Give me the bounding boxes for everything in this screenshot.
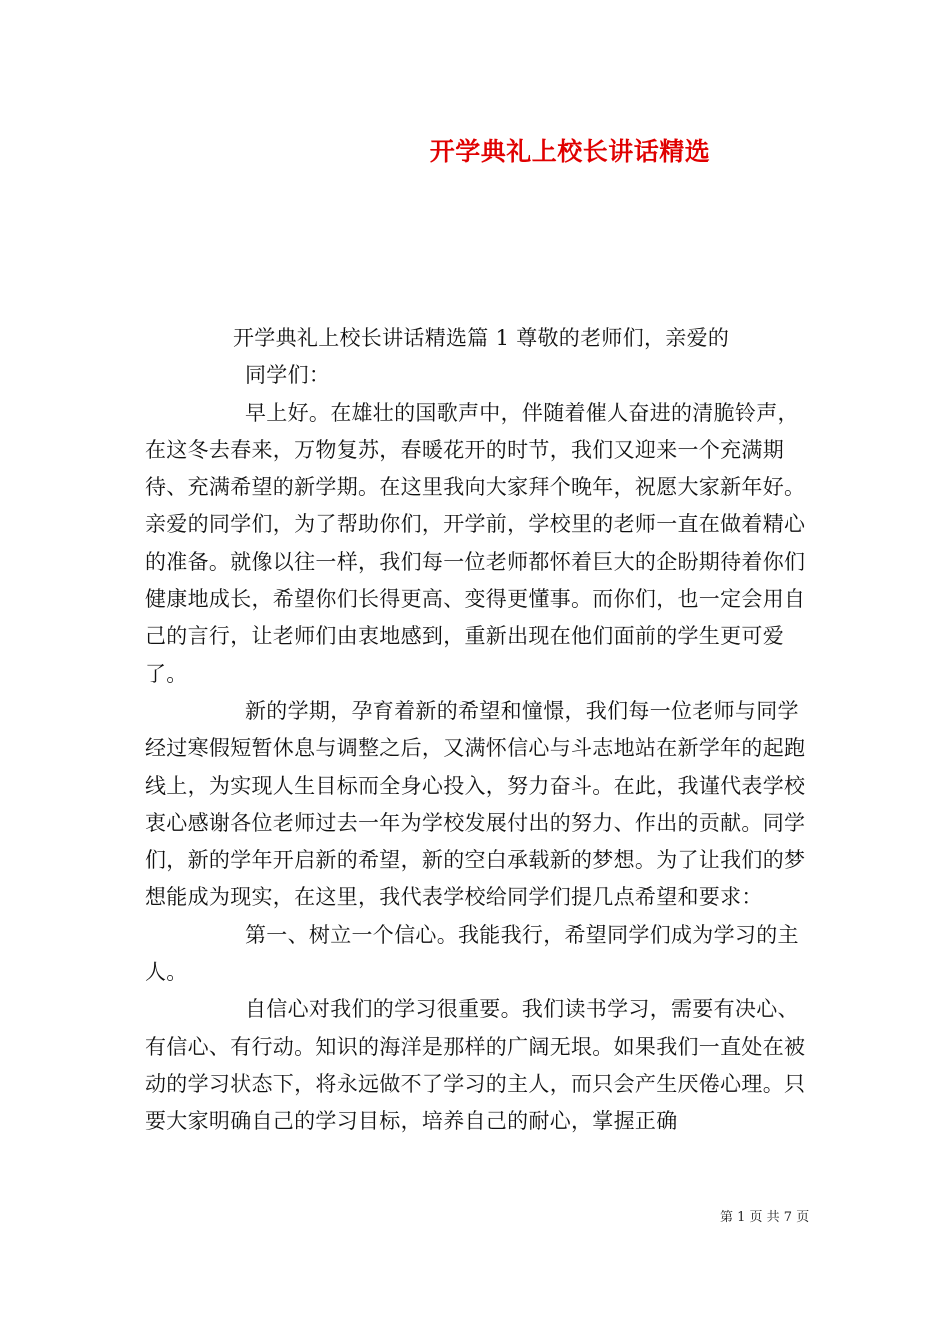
document-title: 开学典礼上校长讲话精选 [429,137,711,166]
paragraph-point-one: 第一、树立一个信心。我能我行，希望同学们成为学习的主人。 [145,922,799,985]
paragraph-new-semester: 新的学期，孕育着新的希望和憧憬，我们每一位老师与同学经过寒假短暂休息与调整之后，又满怀信心与斗志地站在新学年的起跑线上，为实现人生目标而全身心投入，努力奋斗。在此，我谨代表学校衷心感谢各位老师过去一年为学校发展付出的努力、作出的贡献。同学们，新的学年开启新的希望，新的空白承载新的梦想。为了让我们的梦想能成为现实，在这里，我代表学校给同学们提几点希望和要求： [145,698,806,910]
intro-line-2: 同学们： [245,363,331,388]
document-body [145,320,815,1141]
page-indicator: 第 1 页 共 7 页 [720,1210,810,1225]
paragraph-greeting: 早上好。在雄壮的国歌声中，伴随着催人奋进的清脆铃声，在这冬去春来，万物复苏，春暖花开的时节，我们又迎来一个充满期待、充满希望的新学期。在这里我向大家拜个晚年，祝愿大家新年好。亲爱的同学们，为了帮助你们，开学前，学校里的老师一直在做着精心的准备。就像以往一样，我们每一位老师都怀着巨大的企盼期待着你们健康地成长，希望你们长得更高、变得更懂事。而你们，也一定会用自己的言行，让老师们由衷地感到，重新出现在他们面前的学生更可爱了。 [145,400,806,686]
intro-line-1: 开学典礼上校长讲话精选篇 1 尊敬的老师们，亲爱的 [233,326,730,350]
paragraph-confidence: 自信心对我们的学习很重要。我们读书学习，需要有决心、有信心、有行动。知识的海洋是那样的广阔无垠。如果我们一直处在被动的学习状态下，将永远做不了学习的主人，而只会产生厌倦心理。只要大家明确自己的学习目标，培养自己的耐心，掌握正确 [145,997,806,1134]
